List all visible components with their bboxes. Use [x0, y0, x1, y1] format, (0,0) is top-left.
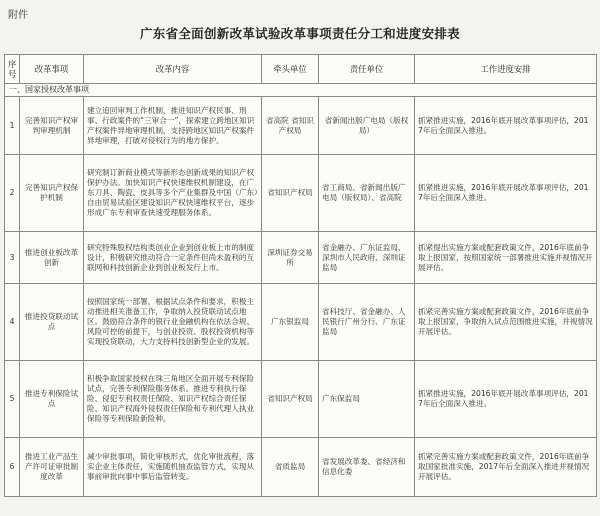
table-row: [5, 361, 597, 438]
cell-item: 推进创业板改革创新: [20, 232, 84, 284]
header-lead: 牵头单位: [262, 55, 319, 84]
cell-progress: 抓紧推进实施，2016年底开展改革事项评估，2017年后全面深入推进。: [415, 361, 597, 438]
cell-resp: 省发展改革委、省经济和信息化委: [319, 438, 415, 497]
attachment-label: 附件: [8, 10, 28, 21]
cell-seq: 6: [5, 438, 20, 497]
document-title: 广东省全面创新改革试验改革事项责任分工和进度安排表: [139, 26, 460, 41]
table-row: [5, 155, 597, 232]
table-row: [5, 97, 597, 155]
cell-resp: 省金融办、广东证监局、深圳市人民政府、深圳证监局: [319, 232, 415, 284]
cell-lead: 省高院 省知识产权局: [262, 97, 319, 155]
cell-seq: 3: [5, 232, 20, 284]
cell-item: 完善知识产权保护机制: [20, 155, 84, 232]
cell-content: 研究特殊股权结构类创业企业到创业板上市的制度设计，积极研究推动符合一定条件但尚未盈利的互联网和科技创新企业到创业板发行上市。: [84, 232, 262, 284]
table-header-row: [5, 55, 597, 84]
cell-seq: 1: [5, 97, 20, 155]
cell-resp: 省科技厅、省金融办、人民银行广州分行、广东证监局: [319, 284, 415, 361]
cell-lead: 省质监局: [262, 438, 319, 497]
header-seq: 序号: [5, 55, 20, 84]
cell-lead: 深圳证券交易所: [262, 232, 319, 284]
cell-lead: 省知识产权局: [262, 155, 319, 232]
header-resp: 责任单位: [319, 55, 415, 84]
section-title: 一、国家授权改革事项: [5, 84, 597, 97]
responsibility-table: [4, 54, 597, 497]
cell-item: 推进工业产品生产许可证审批制度改革: [20, 438, 84, 497]
cell-lead: 省知识产权局: [262, 361, 319, 438]
header-item: 改革事项: [20, 55, 84, 84]
cell-progress: 抓紧完善实施方案或配套政策文件，2016年底前争取上报国家，争取纳入试点范围推进实施，并视情况开展评估。: [415, 284, 597, 361]
cell-content: 减少审批事项，简化审核形式，优化审批流程，落实企业主体责任，实施随机抽查监管方式，实现从事前审批向事中事后监管转变。: [84, 438, 262, 497]
cell-item: 完善知识产权审判审理机制: [20, 97, 84, 155]
cell-resp: 省工商局、省新闻出版广电局（版权局）、省高院: [319, 155, 415, 232]
cell-progress: 抓紧提出实施方案或配套政策文件，2016年底前争取上报国家，按照国家统一部署推进实施并视情况开展评估。: [415, 232, 597, 284]
cell-content: 积极争取国家授权在珠三角地区全面开展专利保险试点，完善专利保险服务体系。推进专利执行保险、侵犯专利权责任保险、知识产权综合责任保险、知识产权海外侵权责任保险和专利代理人执业保险等专利保险新险种。: [84, 361, 262, 438]
cell-resp: 省新闻出版广电局（版权局）: [319, 97, 415, 155]
section-row: [5, 84, 597, 97]
cell-progress: 抓紧推进实施，2016年底开展改革事项评估，2017年后全面深入推进。: [415, 155, 597, 232]
cell-progress: 抓紧推进实施，2016年底开展改革事项评估，2017年后全面深入推进。: [415, 97, 597, 155]
header-content: 改革内容: [84, 55, 262, 84]
table-row: [5, 232, 597, 284]
cell-content: 按照国家统一部署，根据试点条件和要求，积极主动推进相关准备工作，争取纳入投贷联动试点地区。鼓励符合条件的银行业金融机构在依法合规、风险可控的前提下，与创业投资、股权投资机构等实现投贷联动，大力支持科技创新型企业的发展。: [84, 284, 262, 361]
cell-item: 推进投贷联动试点: [20, 284, 84, 361]
cell-lead: 广东银监局: [262, 284, 319, 361]
header-progress: 工作进度安排: [415, 55, 597, 84]
cell-seq: 2: [5, 155, 20, 232]
cell-resp: 广东保监局: [319, 361, 415, 438]
cell-seq: 4: [5, 284, 20, 361]
cell-content: 建立追回审判工作机制，推进知识产权民事、刑事、行政案件的“三审合一”，探索建立跨地区知识产权案件异地审理机制，支持跨地区知识产权案件异地审理，打破对侵权行为的地方保护。: [84, 97, 262, 155]
cell-item: 推进专利保险试点: [20, 361, 84, 438]
cell-content: 研究制订新商业模式等新形态创新成果的知识产权保护办法。加快知识产权快速维权机制建设，在广东刀具、陶瓷、皮具等多个产业集群及中国（广东）自由贸易试验区建设知识产权快速维权平台，逐步形成广东专利审查快速受理服务体系。: [84, 155, 262, 232]
table-row: [5, 284, 597, 361]
table-row: [5, 438, 597, 497]
cell-seq: 5: [5, 361, 20, 438]
cell-progress: 抓紧完善实施方案或配套政策文件，2016年底前争取国家批准实施，2017年后全面深入推进并视情况开展评估。: [415, 438, 597, 497]
